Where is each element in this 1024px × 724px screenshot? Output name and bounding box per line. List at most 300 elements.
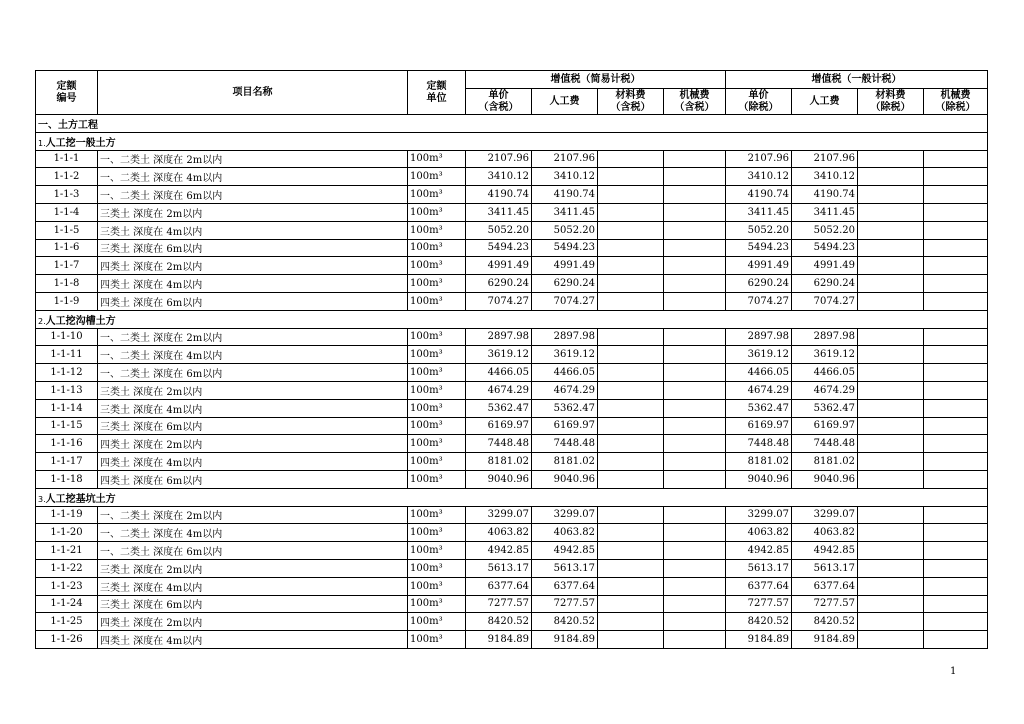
quota-unit: 100m³ — [408, 470, 466, 488]
material-cost-incl-tax — [598, 203, 664, 221]
table-row — [36, 186, 988, 204]
machine-cost-incl-tax — [664, 399, 726, 417]
labor-cost-incl-tax: 4466.05 — [532, 364, 598, 382]
table-row — [36, 577, 988, 595]
header-unit: 定额 单位 — [408, 71, 466, 115]
unit-price-incl-tax: 2897.98 — [466, 328, 532, 346]
machine-cost-excl-tax — [924, 399, 988, 417]
item-name: 一、二类土 深度在 4m以内 — [98, 168, 408, 186]
material-cost-incl-tax — [598, 435, 664, 453]
subsection-row — [36, 488, 988, 506]
material-cost-excl-tax — [858, 275, 924, 293]
item-name: 三类土 深度在 2m以内 — [98, 203, 408, 221]
table-row — [36, 559, 988, 577]
item-name: 一、二类土 深度在 2m以内 — [98, 150, 408, 168]
quota-unit: 100m³ — [408, 239, 466, 257]
material-cost-excl-tax — [858, 417, 924, 435]
header-material-incl: 材料费 （含税） — [598, 89, 664, 115]
labor-cost-excl-tax: 3299.07 — [792, 506, 858, 524]
table-header — [36, 71, 988, 115]
machine-cost-incl-tax — [664, 453, 726, 471]
material-cost-excl-tax — [858, 221, 924, 239]
labor-cost-excl-tax: 6169.97 — [792, 417, 858, 435]
material-cost-incl-tax — [598, 221, 664, 239]
machine-cost-excl-tax — [924, 524, 988, 542]
item-name: 一、二类土 深度在 2m以内 — [98, 506, 408, 524]
table-row — [36, 221, 988, 239]
table-row — [36, 275, 988, 293]
material-cost-incl-tax — [598, 399, 664, 417]
table-row — [36, 168, 988, 186]
unit-price-excl-tax: 4674.29 — [726, 381, 792, 399]
header-code: 定额 编号 — [36, 71, 98, 115]
subsection-index: 2. — [38, 316, 46, 326]
unit-price-excl-tax: 2897.98 — [726, 328, 792, 346]
labor-cost-incl-tax: 8420.52 — [532, 613, 598, 631]
quota-unit: 100m³ — [408, 595, 466, 613]
labor-cost-incl-tax: 4991.49 — [532, 257, 598, 275]
unit-price-excl-tax: 4942.85 — [726, 542, 792, 560]
unit-price-excl-tax: 9040.96 — [726, 470, 792, 488]
subsection-title — [36, 310, 988, 328]
quota-code: 1-1-19 — [36, 506, 98, 524]
item-name: 一、二类土 深度在 6m以内 — [98, 542, 408, 560]
quota-code: 1-1-24 — [36, 595, 98, 613]
header-material-excl: 材料费 （除税） — [858, 89, 924, 115]
quota-code: 1-1-22 — [36, 559, 98, 577]
machine-cost-incl-tax — [664, 221, 726, 239]
material-cost-incl-tax — [598, 524, 664, 542]
machine-cost-incl-tax — [664, 542, 726, 560]
unit-price-excl-tax: 4466.05 — [726, 364, 792, 382]
unit-price-excl-tax: 5494.23 — [726, 239, 792, 257]
labor-cost-excl-tax: 9184.89 — [792, 631, 858, 649]
quota-unit: 100m³ — [408, 435, 466, 453]
table-row — [36, 506, 988, 524]
labor-cost-excl-tax: 8420.52 — [792, 613, 858, 631]
material-cost-excl-tax — [858, 381, 924, 399]
table-row — [36, 203, 988, 221]
material-cost-incl-tax — [598, 168, 664, 186]
quota-unit: 100m³ — [408, 559, 466, 577]
unit-price-excl-tax: 5052.20 — [726, 221, 792, 239]
labor-cost-incl-tax: 5613.17 — [532, 559, 598, 577]
labor-cost-incl-tax: 5362.47 — [532, 399, 598, 417]
labor-cost-incl-tax: 2897.98 — [532, 328, 598, 346]
unit-price-excl-tax: 7277.57 — [726, 595, 792, 613]
quota-code: 1-1-7 — [36, 257, 98, 275]
material-cost-incl-tax — [598, 613, 664, 631]
quota-unit: 100m³ — [408, 346, 466, 364]
machine-cost-excl-tax — [924, 292, 988, 310]
unit-price-excl-tax: 5613.17 — [726, 559, 792, 577]
labor-cost-incl-tax: 3411.45 — [532, 203, 598, 221]
quota-unit: 100m³ — [408, 150, 466, 168]
material-cost-excl-tax — [858, 150, 924, 168]
material-cost-excl-tax — [858, 346, 924, 364]
quota-table — [35, 70, 988, 649]
material-cost-excl-tax — [858, 470, 924, 488]
machine-cost-excl-tax — [924, 577, 988, 595]
material-cost-incl-tax — [598, 595, 664, 613]
machine-cost-incl-tax — [664, 150, 726, 168]
item-name: 四类土 深度在 4m以内 — [98, 631, 408, 649]
table-row — [36, 364, 988, 382]
material-cost-excl-tax — [858, 613, 924, 631]
labor-cost-excl-tax: 4991.49 — [792, 257, 858, 275]
unit-price-incl-tax: 5362.47 — [466, 399, 532, 417]
table-row — [36, 239, 988, 257]
labor-cost-incl-tax: 4942.85 — [532, 542, 598, 560]
unit-price-excl-tax: 6290.24 — [726, 275, 792, 293]
labor-cost-incl-tax: 4674.29 — [532, 381, 598, 399]
machine-cost-excl-tax — [924, 506, 988, 524]
unit-price-incl-tax: 9040.96 — [466, 470, 532, 488]
unit-price-incl-tax: 6169.97 — [466, 417, 532, 435]
material-cost-excl-tax — [858, 399, 924, 417]
page-number: 1 — [950, 666, 957, 677]
subsection-label: 人工挖基坑土方 — [45, 493, 116, 505]
item-name: 三类土 深度在 2m以内 — [98, 381, 408, 399]
material-cost-excl-tax — [858, 559, 924, 577]
table-row — [36, 399, 988, 417]
quota-code: 1-1-11 — [36, 346, 98, 364]
item-name: 一、二类土 深度在 6m以内 — [98, 364, 408, 382]
labor-cost-incl-tax: 4190.74 — [532, 186, 598, 204]
quota-code: 1-1-21 — [36, 542, 98, 560]
machine-cost-incl-tax — [664, 168, 726, 186]
table-row — [36, 346, 988, 364]
item-name: 三类土 深度在 4m以内 — [98, 399, 408, 417]
quota-unit: 100m³ — [408, 631, 466, 649]
unit-price-incl-tax: 3410.12 — [466, 168, 532, 186]
material-cost-excl-tax — [858, 542, 924, 560]
quota-unit: 100m³ — [408, 203, 466, 221]
labor-cost-excl-tax: 6290.24 — [792, 275, 858, 293]
material-cost-incl-tax — [598, 186, 664, 204]
machine-cost-excl-tax — [924, 453, 988, 471]
machine-cost-excl-tax — [924, 542, 988, 560]
material-cost-excl-tax — [858, 292, 924, 310]
machine-cost-excl-tax — [924, 613, 988, 631]
material-cost-excl-tax — [858, 186, 924, 204]
item-name: 三类土 深度在 2m以内 — [98, 559, 408, 577]
header-labor-incl: 人工费 — [532, 89, 598, 115]
labor-cost-incl-tax: 5494.23 — [532, 239, 598, 257]
quota-unit: 100m³ — [408, 524, 466, 542]
labor-cost-excl-tax: 4942.85 — [792, 542, 858, 560]
material-cost-excl-tax — [858, 595, 924, 613]
item-name: 三类土 深度在 4m以内 — [98, 221, 408, 239]
labor-cost-incl-tax: 6169.97 — [532, 417, 598, 435]
item-name: 一、二类土 深度在 4m以内 — [98, 524, 408, 542]
machine-cost-incl-tax — [664, 631, 726, 649]
quota-unit: 100m³ — [408, 613, 466, 631]
quota-unit: 100m³ — [408, 506, 466, 524]
unit-price-excl-tax: 3410.12 — [726, 168, 792, 186]
unit-price-incl-tax: 7074.27 — [466, 292, 532, 310]
labor-cost-excl-tax: 7277.57 — [792, 595, 858, 613]
unit-price-excl-tax: 2107.96 — [726, 150, 792, 168]
machine-cost-excl-tax — [924, 221, 988, 239]
quota-unit: 100m³ — [408, 381, 466, 399]
unit-price-excl-tax: 5362.47 — [726, 399, 792, 417]
unit-price-incl-tax: 4942.85 — [466, 542, 532, 560]
subsection-index: 3. — [38, 494, 46, 504]
quota-code: 1-1-12 — [36, 364, 98, 382]
labor-cost-incl-tax: 9184.89 — [532, 631, 598, 649]
labor-cost-excl-tax: 8181.02 — [792, 453, 858, 471]
quota-unit: 100m³ — [408, 364, 466, 382]
quota-code: 1-1-6 — [36, 239, 98, 257]
quota-code: 1-1-20 — [36, 524, 98, 542]
machine-cost-incl-tax — [664, 203, 726, 221]
material-cost-incl-tax — [598, 542, 664, 560]
subsection-index: 1. — [38, 138, 46, 148]
quota-unit: 100m³ — [408, 577, 466, 595]
labor-cost-incl-tax: 2107.96 — [532, 150, 598, 168]
table-row — [36, 150, 988, 168]
labor-cost-excl-tax: 5613.17 — [792, 559, 858, 577]
material-cost-incl-tax — [598, 417, 664, 435]
material-cost-incl-tax — [598, 257, 664, 275]
machine-cost-incl-tax — [664, 524, 726, 542]
unit-price-incl-tax: 3619.12 — [466, 346, 532, 364]
machine-cost-incl-tax — [664, 257, 726, 275]
quota-code: 1-1-13 — [36, 381, 98, 399]
unit-price-incl-tax: 3411.45 — [466, 203, 532, 221]
material-cost-incl-tax — [598, 328, 664, 346]
machine-cost-incl-tax — [664, 613, 726, 631]
machine-cost-excl-tax — [924, 257, 988, 275]
unit-price-incl-tax: 5494.23 — [466, 239, 532, 257]
machine-cost-excl-tax — [924, 346, 988, 364]
labor-cost-incl-tax: 9040.96 — [532, 470, 598, 488]
machine-cost-excl-tax — [924, 364, 988, 382]
table-row — [36, 542, 988, 560]
table-row — [36, 631, 988, 649]
subsection-title — [36, 488, 988, 506]
material-cost-excl-tax — [858, 524, 924, 542]
item-name: 四类土 深度在 6m以内 — [98, 470, 408, 488]
labor-cost-excl-tax: 4190.74 — [792, 186, 858, 204]
item-name: 四类土 深度在 4m以内 — [98, 453, 408, 471]
machine-cost-incl-tax — [664, 417, 726, 435]
labor-cost-excl-tax: 4466.05 — [792, 364, 858, 382]
quota-code: 1-1-25 — [36, 613, 98, 631]
labor-cost-incl-tax: 4063.82 — [532, 524, 598, 542]
quota-unit: 100m³ — [408, 168, 466, 186]
labor-cost-excl-tax: 7448.48 — [792, 435, 858, 453]
machine-cost-incl-tax — [664, 328, 726, 346]
machine-cost-excl-tax — [924, 470, 988, 488]
quota-unit: 100m³ — [408, 542, 466, 560]
unit-price-incl-tax: 7448.48 — [466, 435, 532, 453]
unit-price-excl-tax: 9184.89 — [726, 631, 792, 649]
labor-cost-excl-tax: 4063.82 — [792, 524, 858, 542]
table-row — [36, 453, 988, 471]
quota-unit: 100m³ — [408, 221, 466, 239]
machine-cost-incl-tax — [664, 186, 726, 204]
material-cost-incl-tax — [598, 239, 664, 257]
quota-code: 1-1-16 — [36, 435, 98, 453]
machine-cost-excl-tax — [924, 435, 988, 453]
item-name: 一、二类土 深度在 2m以内 — [98, 328, 408, 346]
unit-price-incl-tax: 4466.05 — [466, 364, 532, 382]
item-name: 三类土 深度在 6m以内 — [98, 417, 408, 435]
quota-unit: 100m³ — [408, 257, 466, 275]
material-cost-excl-tax — [858, 631, 924, 649]
header-labor-excl: 人工费 — [792, 89, 858, 115]
labor-cost-incl-tax: 3299.07 — [532, 506, 598, 524]
machine-cost-excl-tax — [924, 186, 988, 204]
labor-cost-excl-tax: 2107.96 — [792, 150, 858, 168]
unit-price-incl-tax: 5613.17 — [466, 559, 532, 577]
material-cost-excl-tax — [858, 506, 924, 524]
table-row — [36, 381, 988, 399]
machine-cost-incl-tax — [664, 292, 726, 310]
item-name: 四类土 深度在 2m以内 — [98, 435, 408, 453]
quota-code: 1-1-8 — [36, 275, 98, 293]
labor-cost-incl-tax: 7277.57 — [532, 595, 598, 613]
unit-price-incl-tax: 6377.64 — [466, 577, 532, 595]
quota-code: 1-1-26 — [36, 631, 98, 649]
quota-code: 1-1-4 — [36, 203, 98, 221]
labor-cost-excl-tax: 2897.98 — [792, 328, 858, 346]
item-name: 四类土 深度在 2m以内 — [98, 257, 408, 275]
machine-cost-incl-tax — [664, 346, 726, 364]
quota-code: 1-1-23 — [36, 577, 98, 595]
material-cost-incl-tax — [598, 275, 664, 293]
material-cost-excl-tax — [858, 328, 924, 346]
quota-unit: 100m³ — [408, 399, 466, 417]
unit-price-excl-tax: 6169.97 — [726, 417, 792, 435]
material-cost-excl-tax — [858, 239, 924, 257]
labor-cost-excl-tax: 3411.45 — [792, 203, 858, 221]
machine-cost-excl-tax — [924, 203, 988, 221]
labor-cost-excl-tax: 4674.29 — [792, 381, 858, 399]
subsection-row — [36, 132, 988, 150]
labor-cost-incl-tax: 5052.20 — [532, 221, 598, 239]
unit-price-excl-tax: 7074.27 — [726, 292, 792, 310]
unit-price-excl-tax: 4063.82 — [726, 524, 792, 542]
item-name: 三类土 深度在 4m以内 — [98, 577, 408, 595]
machine-cost-excl-tax — [924, 328, 988, 346]
material-cost-excl-tax — [858, 168, 924, 186]
item-name: 四类土 深度在 4m以内 — [98, 275, 408, 293]
material-cost-incl-tax — [598, 381, 664, 399]
quota-unit: 100m³ — [408, 292, 466, 310]
material-cost-excl-tax — [858, 203, 924, 221]
table-row — [36, 292, 988, 310]
quota-code: 1-1-5 — [36, 221, 98, 239]
table-row — [36, 595, 988, 613]
material-cost-excl-tax — [858, 453, 924, 471]
machine-cost-incl-tax — [664, 239, 726, 257]
quota-code: 1-1-1 — [36, 150, 98, 168]
unit-price-incl-tax: 6290.24 — [466, 275, 532, 293]
quota-unit: 100m³ — [408, 453, 466, 471]
item-name: 四类土 深度在 2m以内 — [98, 613, 408, 631]
machine-cost-incl-tax — [664, 470, 726, 488]
labor-cost-excl-tax: 7074.27 — [792, 292, 858, 310]
item-name: 三类土 深度在 6m以内 — [98, 239, 408, 257]
table-row — [36, 417, 988, 435]
machine-cost-incl-tax — [664, 506, 726, 524]
unit-price-incl-tax: 4063.82 — [466, 524, 532, 542]
material-cost-incl-tax — [598, 292, 664, 310]
material-cost-incl-tax — [598, 470, 664, 488]
unit-price-incl-tax: 3299.07 — [466, 506, 532, 524]
quota-unit: 100m³ — [408, 417, 466, 435]
machine-cost-excl-tax — [924, 381, 988, 399]
unit-price-incl-tax: 8181.02 — [466, 453, 532, 471]
quota-unit: 100m³ — [408, 186, 466, 204]
material-cost-incl-tax — [598, 631, 664, 649]
table-row — [36, 435, 988, 453]
labor-cost-incl-tax: 3619.12 — [532, 346, 598, 364]
machine-cost-excl-tax — [924, 275, 988, 293]
machine-cost-excl-tax — [924, 150, 988, 168]
quota-unit: 100m³ — [408, 275, 466, 293]
quota-unit: 100m³ — [408, 328, 466, 346]
labor-cost-excl-tax: 5362.47 — [792, 399, 858, 417]
item-name: 一、二类土 深度在 6m以内 — [98, 186, 408, 204]
material-cost-incl-tax — [598, 346, 664, 364]
machine-cost-incl-tax — [664, 559, 726, 577]
labor-cost-incl-tax: 7448.48 — [532, 435, 598, 453]
labor-cost-excl-tax: 5052.20 — [792, 221, 858, 239]
machine-cost-incl-tax — [664, 364, 726, 382]
table-row — [36, 470, 988, 488]
quota-code: 1-1-2 — [36, 168, 98, 186]
unit-price-incl-tax: 5052.20 — [466, 221, 532, 239]
subsection-label: 人工挖沟槽土方 — [45, 315, 116, 327]
header-item-name: 项目名称 — [98, 71, 408, 115]
quota-code: 1-1-14 — [36, 399, 98, 417]
unit-price-excl-tax: 7448.48 — [726, 435, 792, 453]
item-name: 四类土 深度在 6m以内 — [98, 292, 408, 310]
table-row — [36, 328, 988, 346]
header-machine-incl: 机械费 （含税） — [664, 89, 726, 115]
machine-cost-incl-tax — [664, 435, 726, 453]
item-name: 三类土 深度在 6m以内 — [98, 595, 408, 613]
quota-code: 1-1-17 — [36, 453, 98, 471]
unit-price-excl-tax: 4190.74 — [726, 186, 792, 204]
subsection-label: 人工挖一般土方 — [45, 137, 116, 149]
table-row — [36, 524, 988, 542]
unit-price-incl-tax: 7277.57 — [466, 595, 532, 613]
unit-price-excl-tax: 3299.07 — [726, 506, 792, 524]
labor-cost-incl-tax: 8181.02 — [532, 453, 598, 471]
item-name: 一、二类土 深度在 4m以内 — [98, 346, 408, 364]
quota-code: 1-1-15 — [36, 417, 98, 435]
unit-price-incl-tax: 4991.49 — [466, 257, 532, 275]
unit-price-incl-tax: 8420.52 — [466, 613, 532, 631]
machine-cost-excl-tax — [924, 417, 988, 435]
quota-code: 1-1-10 — [36, 328, 98, 346]
quota-code: 1-1-3 — [36, 186, 98, 204]
header-price-incl: 单价 （含税） — [466, 89, 532, 115]
unit-price-excl-tax: 8420.52 — [726, 613, 792, 631]
header-price-excl: 单价 （除税） — [726, 89, 792, 115]
quota-code: 1-1-18 — [36, 470, 98, 488]
quota-code: 1-1-9 — [36, 292, 98, 310]
machine-cost-incl-tax — [664, 275, 726, 293]
material-cost-excl-tax — [858, 364, 924, 382]
unit-price-excl-tax: 4991.49 — [726, 257, 792, 275]
unit-price-incl-tax: 4190.74 — [466, 186, 532, 204]
